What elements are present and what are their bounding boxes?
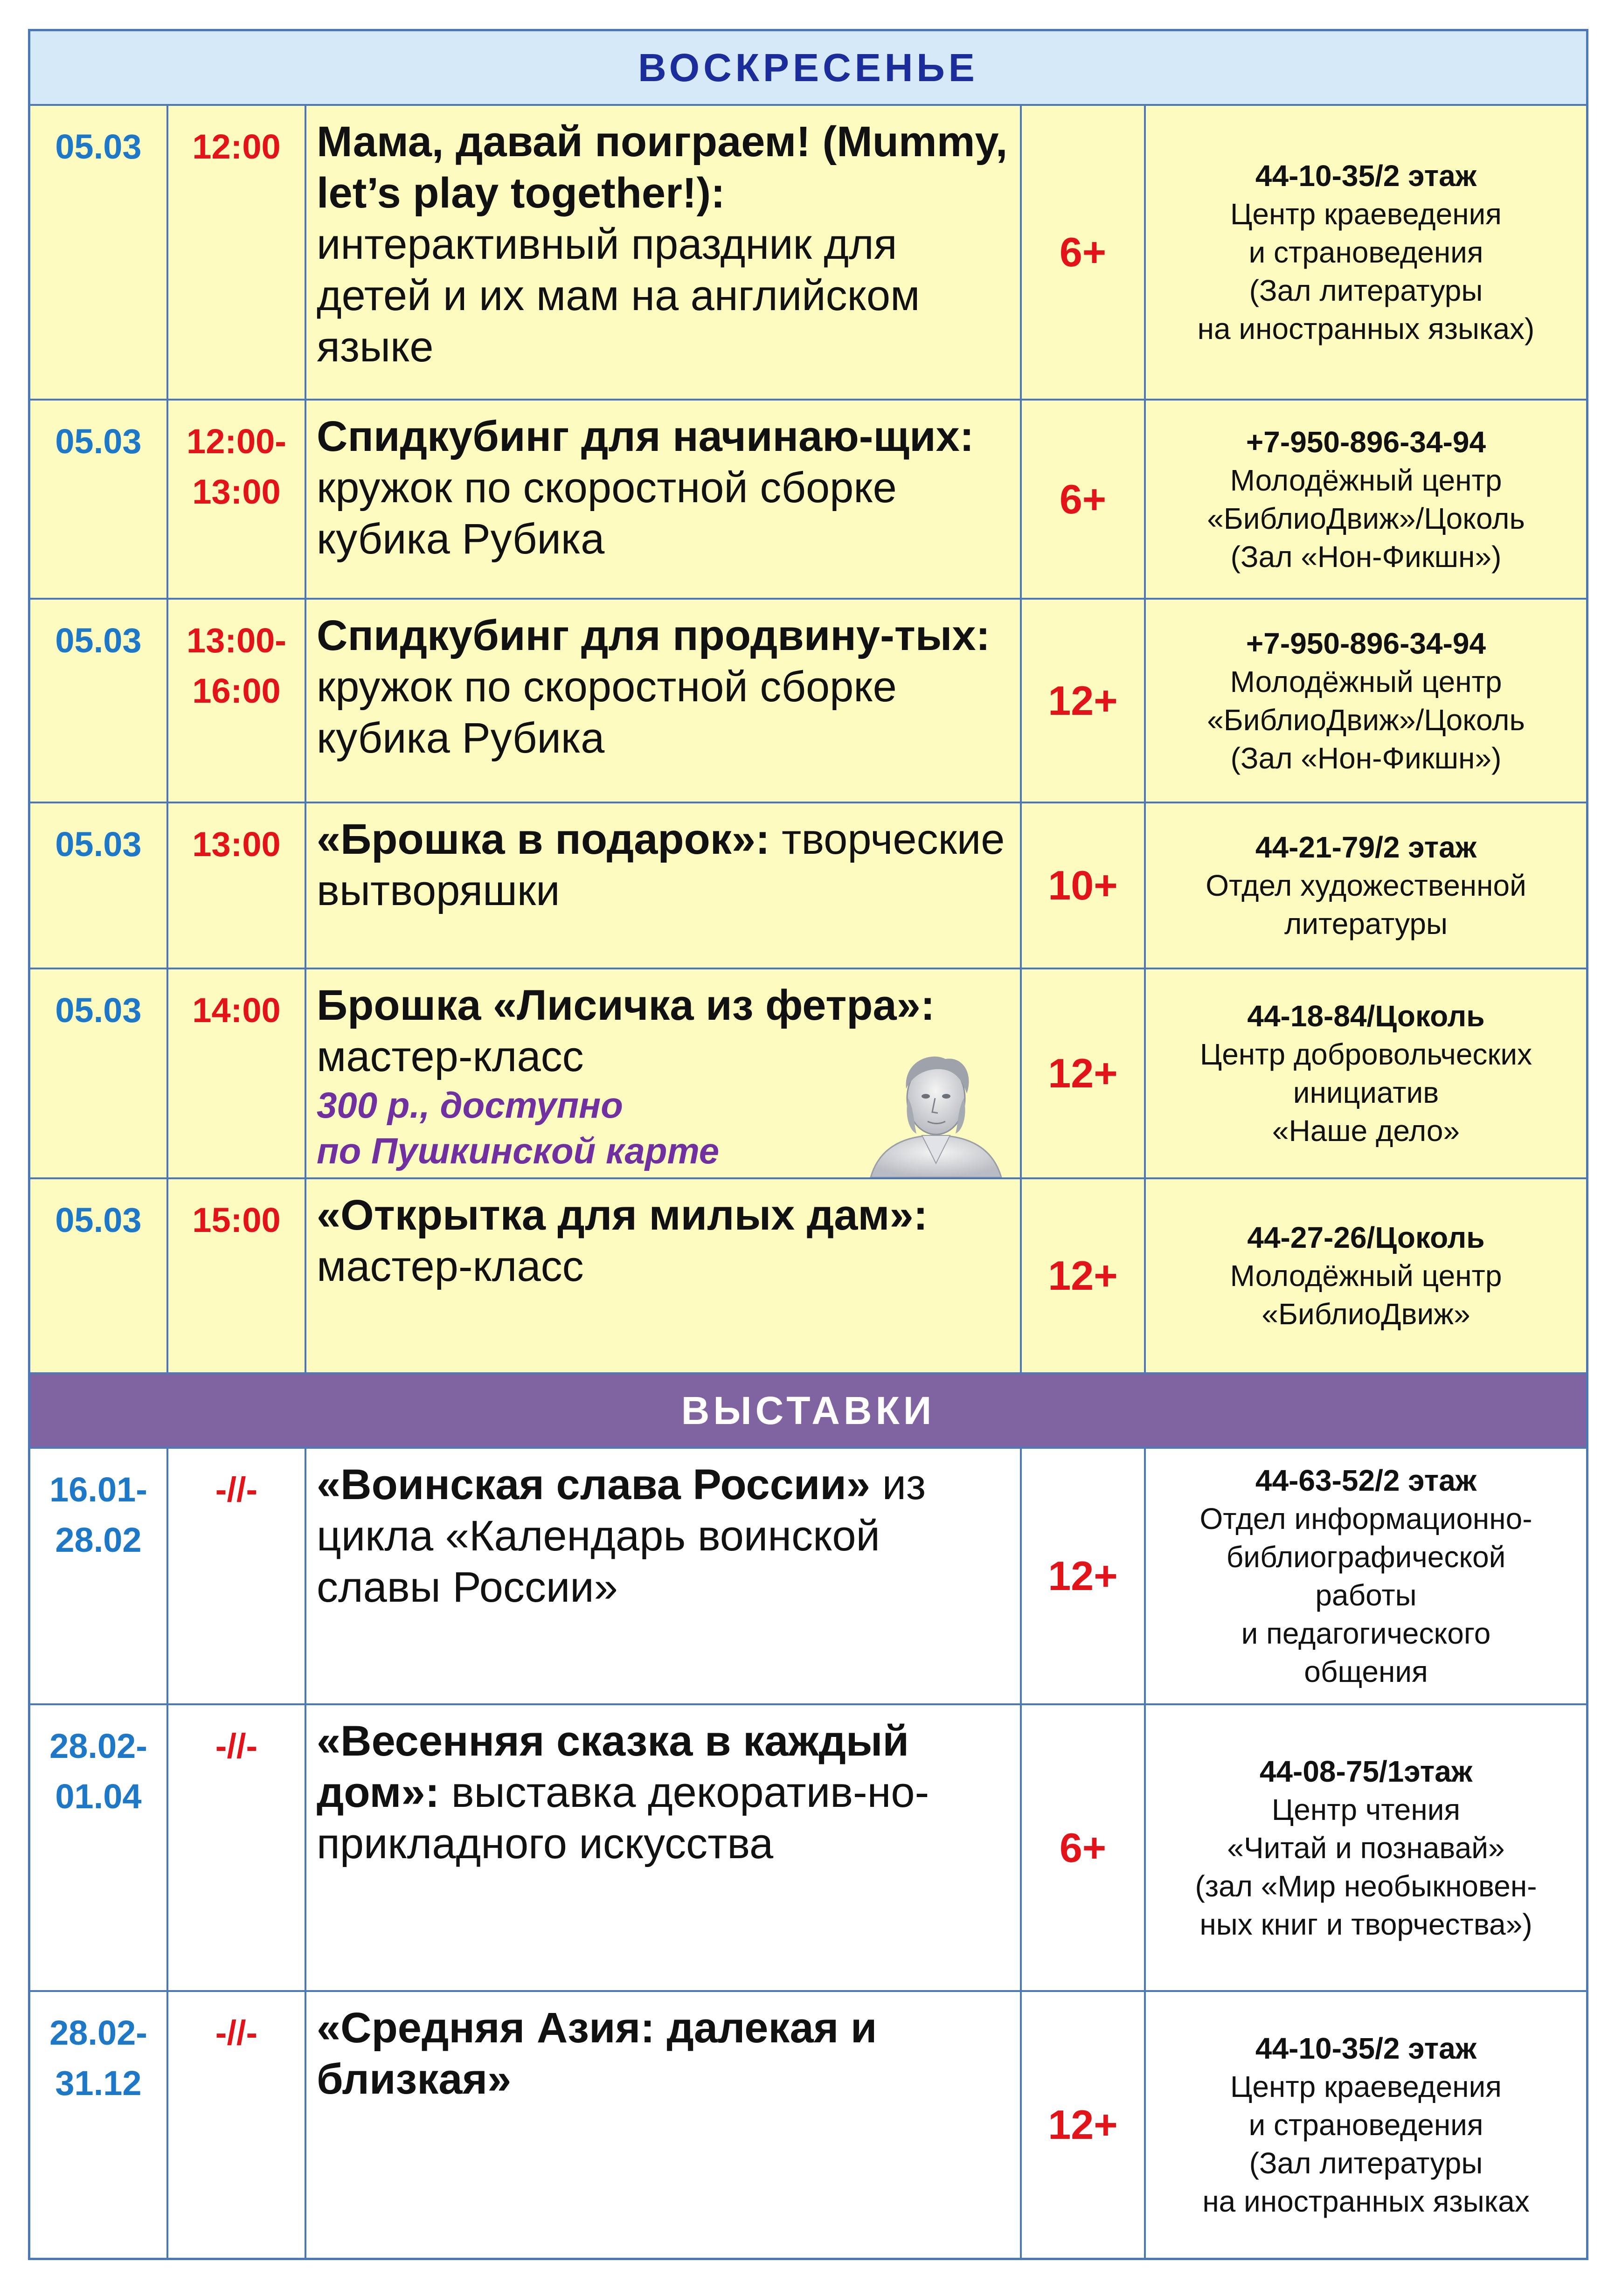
pushkin-card-note: 300 р., доступно <box>317 1085 623 1126</box>
age-rating: 6+ <box>1022 1705 1146 1990</box>
event-title: Мама, давай поиграем! (Mummy, let’s play together!): <box>317 118 1008 217</box>
place-line: «БиблиоДвиж» <box>1262 1297 1470 1331</box>
exhibit-dates: 28.02- 31.12 <box>30 1992 168 2258</box>
exhibit-row <box>30 1992 1586 2258</box>
age-rating: 12+ <box>1022 1179 1146 1372</box>
exhibit-title: «Средняя Азия: далекая и близкая» <box>317 2004 877 2103</box>
exhibit-description <box>306 1705 1022 1990</box>
exhibit-contact <box>1146 1705 1586 1990</box>
place-line: (Зал «Нон-Фикшн») <box>1230 539 1502 574</box>
contact-phone: 44-21-79/2 этаж <box>1255 830 1477 864</box>
event-title: Брошка «Лисичка из фетра»: <box>317 982 935 1029</box>
event-date: 05.03 <box>30 1179 168 1372</box>
event-time: 13:00 <box>168 803 306 968</box>
place-line: Молодёжный центр <box>1230 664 1502 698</box>
event-title: Спидкубинг для продвину-тых: <box>317 612 991 659</box>
event-date: 05.03 <box>30 106 168 399</box>
place-line: (Зал литературы <box>1249 274 1483 307</box>
place-line: и страноведения <box>1248 235 1483 269</box>
section-header-sunday: ВОСКРЕСЕНЬЕ <box>30 31 1586 106</box>
exhibit-dates: 28.02- 01.04 <box>30 1705 168 1990</box>
place-line: (Зал «Нон-Фикшн») <box>1230 741 1502 775</box>
age-rating: 6+ <box>1022 401 1146 598</box>
exhibit-time: -//- <box>168 1705 306 1990</box>
event-contact <box>1146 803 1586 968</box>
place-line: «БиблиоДвиж»/Цоколь <box>1207 703 1525 737</box>
exhibit-title: «Весенняя сказка в каждый дом»: <box>317 1717 909 1816</box>
exhibit-details: выставка декоратив-но-прикладного искусства <box>317 1769 929 1867</box>
event-title: «Брошка в подарок»: <box>317 816 770 863</box>
exhibit-row <box>30 1705 1586 1992</box>
contact-phone: 44-08-75/1этаж <box>1259 1754 1473 1788</box>
place-line: работы <box>1315 1578 1417 1612</box>
event-description <box>306 401 1022 598</box>
event-title: Спидкубинг для начинаю-щих: <box>317 413 974 460</box>
place-line: (Зал литературы <box>1249 2146 1483 2180</box>
pushkin-card-note: по Пушкинской карте <box>317 1130 720 1171</box>
event-date: 05.03 <box>30 803 168 968</box>
place-line: Молодёжный центр <box>1230 463 1502 497</box>
event-row <box>30 969 1586 1179</box>
exhibit-dates: 16.01- 28.02 <box>30 1449 168 1703</box>
event-description <box>306 600 1022 802</box>
event-row <box>30 401 1586 600</box>
event-row <box>30 106 1586 401</box>
event-date: 05.03 <box>30 401 168 598</box>
exhibit-details: из цикла «Календарь воинской славы России» <box>317 1461 926 1611</box>
place-line: Отдел художественной <box>1206 869 1526 902</box>
event-contact <box>1146 600 1586 802</box>
place-line: на иностранных языках <box>1202 2185 1530 2218</box>
place-line: Центр чтения <box>1271 1792 1461 1826</box>
exhibit-time: -//- <box>168 1992 306 2258</box>
place-line: инициатив <box>1293 1076 1439 1109</box>
event-description <box>306 106 1022 399</box>
place-line: (зал «Мир необыкновен- <box>1195 1869 1537 1903</box>
event-row <box>30 803 1586 969</box>
event-details: творческие вытворяшки <box>317 816 1005 914</box>
exhibit-row <box>30 1449 1586 1705</box>
exhibit-title: «Воинская слава России» <box>317 1461 871 1508</box>
place-line: литературы <box>1284 907 1448 941</box>
event-time: 12:00- 13:00 <box>168 401 306 598</box>
age-rating: 12+ <box>1022 600 1146 802</box>
event-row <box>30 1179 1586 1374</box>
pushkin-portrait-icon <box>861 1042 1011 1177</box>
event-date: 05.03 <box>30 969 168 1177</box>
event-description <box>306 803 1022 968</box>
place-line: Центр добровольческих <box>1199 1037 1532 1071</box>
event-contact <box>1146 1179 1586 1372</box>
age-rating: 12+ <box>1022 969 1146 1177</box>
contact-phone: 44-10-35/2 этаж <box>1255 2032 1477 2065</box>
place-line: общения <box>1304 1655 1428 1688</box>
event-contact <box>1146 401 1586 598</box>
contact-phone: 44-10-35/2 этаж <box>1255 159 1477 193</box>
event-details: кружок по скоростной сборке кубика Рубика <box>317 663 897 762</box>
age-rating: 10+ <box>1022 803 1146 968</box>
age-rating: 12+ <box>1022 1992 1146 2258</box>
place-line: и педагогического <box>1241 1617 1491 1650</box>
exhibit-description <box>306 1992 1022 2258</box>
event-description <box>306 1179 1022 1372</box>
place-line: «Наше дело» <box>1272 1114 1460 1148</box>
exhibit-contact <box>1146 1449 1586 1703</box>
event-details: интерактивный праздник для детей и их мам на английском языке <box>317 221 920 371</box>
event-details: мастер-класс <box>317 1033 584 1080</box>
age-rating: 12+ <box>1022 1449 1146 1703</box>
event-date: 05.03 <box>30 600 168 802</box>
exhibit-time: -//- <box>168 1449 306 1703</box>
place-line: Отдел информационно- <box>1199 1502 1532 1535</box>
event-description <box>306 969 1022 1177</box>
contact-phone: 44-63-52/2 этаж <box>1255 1464 1477 1497</box>
event-time: 13:00- 16:00 <box>168 600 306 802</box>
contact-phone: +7-950-896-34-94 <box>1246 626 1486 660</box>
event-row <box>30 600 1586 803</box>
event-details: мастер-класс <box>317 1243 584 1290</box>
event-time: 14:00 <box>168 969 306 1177</box>
event-contact <box>1146 106 1586 399</box>
contact-phone: 44-27-26/Цоколь <box>1247 1221 1485 1254</box>
place-line: Молодёжный центр <box>1230 1259 1502 1293</box>
section-header-exhibitions: ВЫСТАВКИ <box>30 1374 1586 1449</box>
contact-phone: +7-950-896-34-94 <box>1246 425 1486 459</box>
event-details: кружок по скоростной сборке кубика Рубика <box>317 464 897 563</box>
place-line: «БиблиоДвиж»/Цоколь <box>1207 501 1525 535</box>
place-line: и страноведения <box>1248 2108 1483 2142</box>
event-contact <box>1146 969 1586 1177</box>
exhibit-contact <box>1146 1992 1586 2258</box>
place-line: библиографической <box>1226 1540 1506 1574</box>
schedule-table <box>28 29 1588 2260</box>
place-line: Центр краеведения <box>1230 2070 1502 2103</box>
event-time: 15:00 <box>168 1179 306 1372</box>
exhibit-description <box>306 1449 1022 1703</box>
place-line: ных книг и творчества») <box>1199 1907 1532 1941</box>
place-line: «Читай и познавай» <box>1227 1831 1505 1865</box>
event-title: «Открытка для милых дам»: <box>317 1191 928 1239</box>
place-line: на иностранных языках) <box>1197 312 1535 346</box>
contact-phone: 44-18-84/Цоколь <box>1247 999 1485 1033</box>
event-time: 12:00 <box>168 106 306 399</box>
age-rating: 6+ <box>1022 106 1146 399</box>
place-line: Центр краеведения <box>1230 197 1502 231</box>
